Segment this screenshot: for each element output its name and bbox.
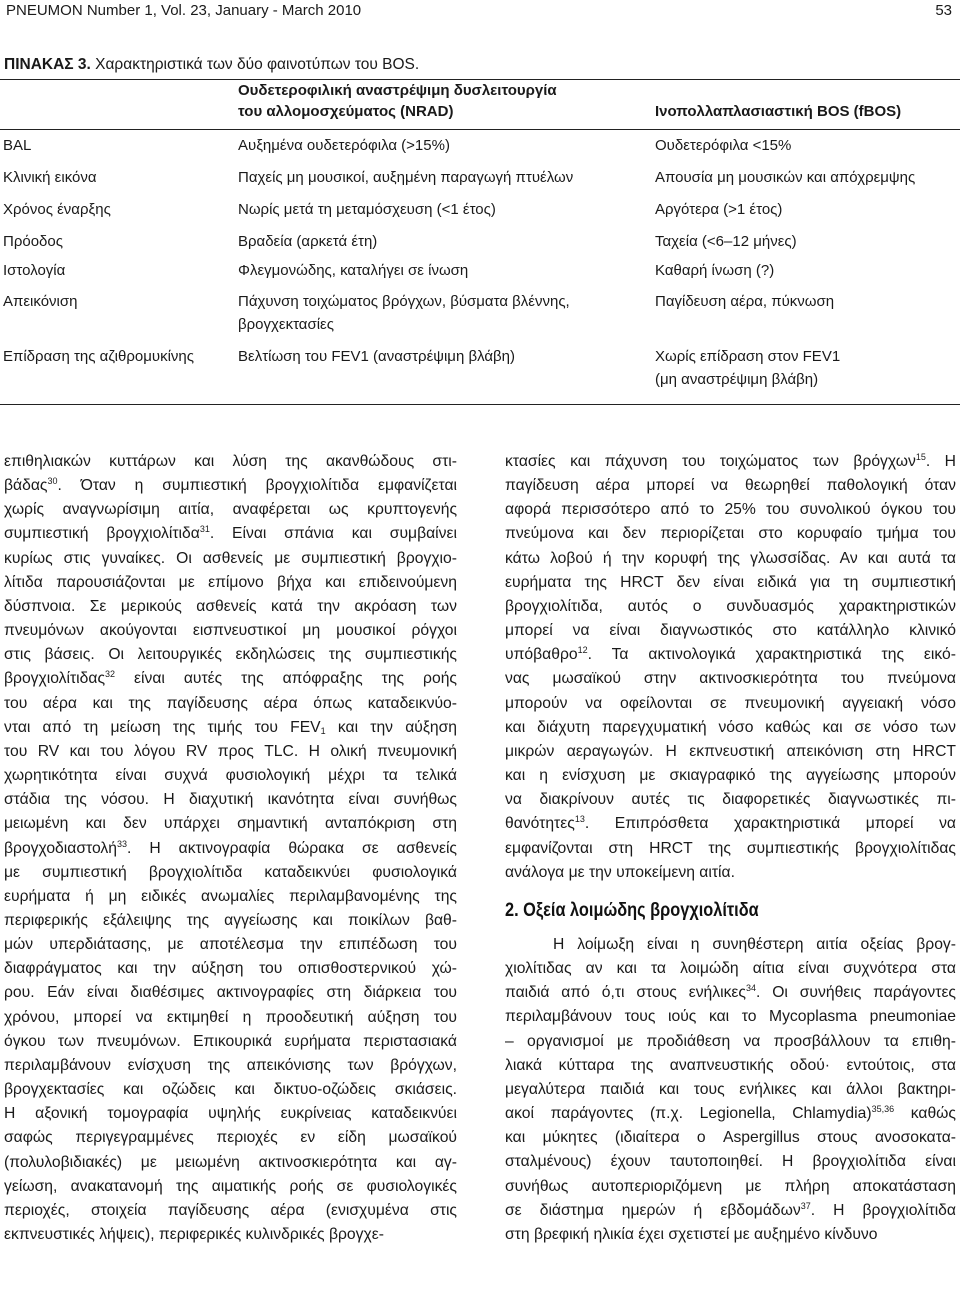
journal-title: PNEUMON Number 1, Vol. 23, January - March 2010	[6, 2, 362, 19]
text-line: στις βάσεις. Οι λειτουργικές εκδηλώσεις της συμπιεστικής	[4, 646, 457, 664]
table-row-label-line: Πρόοδος	[3, 233, 63, 250]
reference-superscript: 35,36	[871, 1104, 895, 1115]
table-row-label-line: Κλινική εικόνα	[3, 169, 97, 186]
table-row-label-line: Επίδραση της αζιθρομυκίνης	[3, 348, 194, 365]
table-cell-nrad	[238, 259, 468, 282]
right-text-column	[505, 450, 956, 1247]
text-line: βρογχιολίτιδα, αυτός ο συνδυασμός χαρακτηριστικών	[505, 597, 956, 615]
text-line: θανότητες$^{13}$. Επιπρόσθετα χαρακτηριστικά μπορεί να	[505, 814, 956, 833]
table-cell-nrad-line: Πάχυνση τοιχώματος βρόγχων, βύσματα βλέννης,	[238, 293, 570, 310]
table-cell-fbos-line: Αργότερα (>1 έτος)	[655, 201, 783, 218]
text-line: να διακρίνουν αυτές τις διαφορετικές διαγνωστικές πι-	[505, 791, 956, 809]
text-line: νται από τη μείωση της τιμής του $FEV_1$ και την αύξηση	[4, 718, 457, 736]
table-cell-fbos-line: Ταχεία (<6–12 μήνες)	[655, 233, 797, 250]
text-line: παιδιά από ό,τι στους ενήλικες$^{34}$. Οι συνήθεις παράγοντες	[505, 983, 956, 1002]
text-line: του αέρα και της παγίδευσης αέρα όπως καταδεικνύο-	[4, 694, 457, 712]
table-cell-nrad-line: Φλεγμονώδης, καταλήγει σε ίνωση	[238, 262, 469, 279]
table-header-rule	[0, 129, 960, 130]
nrad-header-line-2: του αλλομοσχεύματος (NRAD)	[238, 103, 454, 120]
text-line: στάδια της νόσου. Η διαχυτική ικανότητα είναι συνήθως	[4, 791, 457, 809]
table-cell-fbos-line: (μη αναστρέψιμη βλάβη)	[655, 371, 819, 388]
text-line: περιλαμβάνουν ενίσχυση της απεικόνισης των βρόγχων,	[4, 1056, 457, 1074]
text-line: κυρίως στις γυναίκες. Οι ασθενείς με συμπιεστική βρογχιο-	[4, 549, 457, 567]
text-line: λίτιδα παρουσιάζονται με επίμονο βήχα και επιδεινούμενη	[4, 573, 457, 591]
text-line: μικρών αεραγωγών. Η εκπνευστική απεικόνιση στη HRCT	[505, 742, 956, 760]
section-heading: 2. Οξεία λοιμώδης βρογχιολίτιδα	[505, 899, 759, 921]
text-line: ευρήματα της HRCT δεν είναι ειδικά για τη συμπιεστική	[505, 573, 956, 591]
text-line: δύσπνοια. Σε μερικούς ασθενείς κατά την ακρόαση των	[4, 597, 457, 615]
table-cell-fbos	[655, 166, 915, 189]
table-cell-fbos-line: Απουσία μη μουσικών και απόχρεμψης	[655, 169, 916, 186]
table-cell-fbos-line: Χωρίς επίδραση στον FEV1	[655, 348, 841, 365]
table-cell-fbos	[655, 345, 840, 391]
text-line: συμπιεστική βρογχιολίτιδα$^{31}$. Είναι σπάνια και συμβαίνει	[4, 524, 457, 543]
text-line: του RV και του λόγου RV προς TLC. Η ολική πνευμονική	[4, 742, 457, 760]
text-line: παγίδευση αέρα μπορεί να θεωρηθεί παθολογική όταν	[505, 477, 956, 495]
table-row-label-line: BAL	[3, 137, 32, 154]
text-line: πνεύμονα και δεν περιορίζεται στο κορυφαίο τμήμα του	[505, 525, 956, 543]
text-line: επιθηλιακών κυττάρων και λύση της ακανθώδους στι-	[4, 453, 457, 470]
text-line: και διάχυτη παρεγχυματική νόσο καθώς και σε νόσο των	[505, 718, 956, 736]
running-head	[0, 0, 960, 22]
text-line: βρογχοδιαστολή$^{33}$. Η ακτινογραφία θώρακα σε ασθενείς	[4, 838, 457, 857]
reference-superscript: 37	[800, 1200, 811, 1211]
table-cell-nrad	[238, 198, 496, 221]
text-line: και η ενίσχυση με σκιαγραφικό της αγγείωσης μπορούν	[505, 767, 956, 785]
text-line: περιλαμβάνουν τους ιούς και το Mycoplasma pneumoniae	[505, 1008, 956, 1026]
text-line: – οργανισμοί με προδιάθεση να προσβάλλουν τα επιθη-	[505, 1032, 956, 1050]
table-cell-nrad-line: Νωρίς μετά τη μεταμόσχευση (<1 έτος)	[238, 201, 496, 218]
table-cell-fbos-line: Ουδετερόφιλα <15%	[655, 137, 792, 154]
table-caption-text: Χαρακτηριστικά των δύο φαινοτύπων του BOS.	[95, 56, 420, 73]
table-cell-fbos	[655, 198, 782, 221]
reference-superscript: 12	[577, 645, 588, 656]
nrad-column-header	[238, 80, 557, 122]
table-cell-nrad	[238, 134, 450, 157]
table-row-label	[3, 198, 111, 221]
text-line: πνευμόνων ακούγονται εισπνευστικοί μη μουσικοί ρόγχοι	[4, 622, 457, 640]
text-line: γείωση, ανακατανομή της αιματικής ροής σε φυσιολογικές	[4, 1177, 457, 1195]
table-cell-nrad	[238, 345, 515, 368]
table-cell-nrad-line: Βελτίωση του FEV1 (αναστρέψιμη βλάβη)	[238, 348, 515, 365]
text-line: χωρίς αναγνωρίσιμη αιτία, αναφέρεται ως κρυπτογενής	[4, 501, 457, 519]
reference-superscript: 34	[746, 983, 757, 994]
reference-superscript: 33	[117, 838, 128, 849]
table-row-label	[3, 259, 65, 282]
text-line: όγκου των πνευμόνων. Επικουρικά ευρήματα περιστασιακά	[4, 1032, 457, 1050]
nrad-header-line-1: Ουδετεροφιλική αναστρέψιμη δυσλειτουργία	[238, 82, 557, 99]
text-line: ευρήματα ή μη ειδικές ανωμαλίες περιλαμβανομένης της	[4, 887, 457, 905]
text-line: Η αξονική τομογραφία υψηλής ευκρίνειας καταδεικνύει	[4, 1105, 457, 1123]
text-line: σταλμένους) έχουν ταυτοποιηθεί. Η βρογχιολίτιδα είναι	[505, 1153, 956, 1171]
text-line: μπορεί να είναι διαγνωστικός στο κατάλληλο κλινικό	[505, 622, 956, 640]
text-line: ανάλογα με την υποκείμενη αιτία.	[505, 863, 735, 881]
text-line: μεγαλύτερα παιδιά και τους ενήλικες και άλλοι βακτηρι-	[505, 1080, 956, 1098]
page-number: 53	[935, 2, 952, 19]
text-line: διαφράγματος και την αύξηση του οπισθοστερνικού χώ-	[4, 960, 457, 978]
table-row-label	[3, 345, 194, 368]
text-line: εμφανίζονται στη HRCT της συμπιεστικής βρογχιολίτιδας	[505, 839, 956, 857]
table-row-label	[3, 290, 77, 313]
text-line: συνήθως αυτοπεριοριζόμενη με πλήρη αποκατάσταση	[505, 1177, 956, 1195]
text-line: Η λοίμωξη είναι η συνηθέστερη αιτία οξείας βρογ-	[553, 935, 956, 953]
text-line: υπόβαθρο$^{12}$. Τα ακτινολογικά χαρακτηριστικά της εικό-	[505, 645, 956, 664]
text-line: ακοί παράγοντες (π.χ. Legionella, Chlamydia)$^{35,36}$ καθώς	[505, 1104, 956, 1123]
text-line: μπορούν να οφείλονται σε πνευμονική αγγειακή νόσο	[505, 694, 956, 712]
text-line: στη βρεφική ηλικία έχει σχετιστεί με αυξημένο κίνδυνο	[505, 1225, 878, 1243]
reference-superscript: 15	[915, 452, 926, 462]
text-line: (πολυλοβιδιακές) με μειωμένη ακτινοσκιερότητα και αγ-	[4, 1153, 457, 1171]
text-line: χιολίτιδας αν και τα λοιμώδη αίτια είναι συχνότερα στα	[505, 960, 956, 978]
text-line: αφορά περισσότερο από το 25% του συνολικού όγκου του	[505, 501, 956, 519]
text-line: μών υπερδιάτασης, με αποτέλεσμα την επιπέδωση του	[4, 936, 457, 954]
text-line: βρογχιολίτιδας$^{32}$ είναι αυτές της απόφραξης της ροής	[4, 669, 457, 688]
table-bottom-rule	[0, 404, 960, 405]
table-cell-nrad-line: Βραδεία (αρκετά έτη)	[238, 233, 378, 250]
left-text-column	[4, 450, 457, 1247]
text-line: λιακά κύτταρα της αναπνευστικής οδού· εντούτοις, στα	[505, 1056, 956, 1074]
right-paragraph-2	[505, 933, 956, 1247]
text-line: μειωμένη και δεν υπάρχει σημαντική ανταπόκριση στη	[4, 815, 457, 833]
reference-superscript: 32	[105, 669, 116, 680]
table-cell-fbos-line: Παγίδευση αέρα, πύκνωση	[655, 293, 835, 310]
table-row-label	[3, 166, 97, 189]
text-line: βρογχεκτασίες και οζώδεις και δικτυο-οζώδεις σκιάσεις.	[4, 1081, 457, 1099]
table-cell-fbos	[655, 290, 834, 313]
table-row-label-line: Χρόνος έναρξης	[3, 201, 111, 218]
table-cell-nrad	[238, 166, 573, 189]
reference-superscript: 30	[47, 476, 58, 487]
subscript: 1	[320, 725, 326, 736]
text-line: εκπνευστικές λήψεις), περιφερικές κυλινδρικές βρογχε-	[4, 1226, 384, 1243]
table-row-label	[3, 230, 63, 253]
table-cell-fbos-line: Καθαρή ίνωση (?)	[655, 262, 775, 279]
text-line: κάτω λοβού ή την κορυφή της γλωσσίδας. Αν και αυτά τα	[505, 549, 956, 567]
reference-superscript: 13	[574, 814, 585, 825]
reference-superscript: 31	[199, 524, 210, 535]
table-cell-nrad-line: Αυξημένα ουδετερόφιλα (>15%)	[238, 137, 450, 154]
text-line: σαφώς περιγεγραμμένες περιοχές εν είδη μωσαϊκού	[4, 1129, 457, 1147]
table-cell-nrad-line: Παχείς μη μουσικοί, αυξημένη παραγωγή πτυέλων	[238, 169, 574, 186]
text-line: χρόνου, μπορεί να εκτιμηθεί η προοδευτική αύξηση του	[4, 1008, 457, 1026]
text-line: ρου. Εάν είναι διαθέσιμες ακτινογραφίες στη διάρκεια του	[4, 984, 457, 1002]
right-paragraph-1	[505, 450, 956, 885]
text-line: βάδας$^{30}$. Όταν η συμπιεστική βρογχιολίτιδα εμφανίζεται	[4, 476, 457, 495]
text-line: κτασίες και πάχυνση του τοιχώματος των βρόγχων$^{15}$. Η	[505, 452, 956, 470]
table-caption	[4, 56, 419, 74]
table-row-label-line: Απεικόνιση	[3, 293, 78, 310]
table-cell-fbos	[655, 230, 797, 253]
text-line: χωρητικότητα είναι συχνά φυσιολογική μέχρι τα τελικά	[4, 767, 457, 785]
text-line: περιφερικής εξάλειψης της αγγείωσης και ποικίλων βαθ-	[4, 911, 457, 929]
table-cell-fbos	[655, 259, 774, 282]
table-cell-fbos	[655, 134, 791, 157]
table-row-label	[3, 134, 31, 157]
text-line: περιοχές, στοιχεία παγίδευσης αέρα (ενισχυμένα στις	[4, 1201, 457, 1219]
text-line: με συμπιεστική βρογχιολίτιδα καταδεικνύει φυσιολογικά	[4, 863, 457, 881]
table-cell-nrad-line: βρογχεκτασίες	[238, 316, 334, 333]
text-line: και μύκητες (ιδιαίτερα ο Aspergillus στους ανοσοκατα-	[505, 1129, 956, 1147]
text-line: σε διάστημα ημερών ή εβδομάδων$^{37}$. Η βρογχιολίτιδα	[505, 1200, 956, 1219]
text-line: νας μωσαϊκού στην ακτινοσκιερότητα του πνεύμονα	[505, 670, 956, 688]
fbos-column-header: Ινοπολλαπλασιαστική BOS (fBOS)	[655, 103, 902, 120]
table-cell-nrad	[238, 230, 377, 253]
table-cell-nrad	[238, 290, 570, 336]
table-label: ΠΙΝΑΚΑΣ 3.	[4, 56, 91, 73]
table-row-label-line: Ιστολογία	[3, 262, 66, 279]
